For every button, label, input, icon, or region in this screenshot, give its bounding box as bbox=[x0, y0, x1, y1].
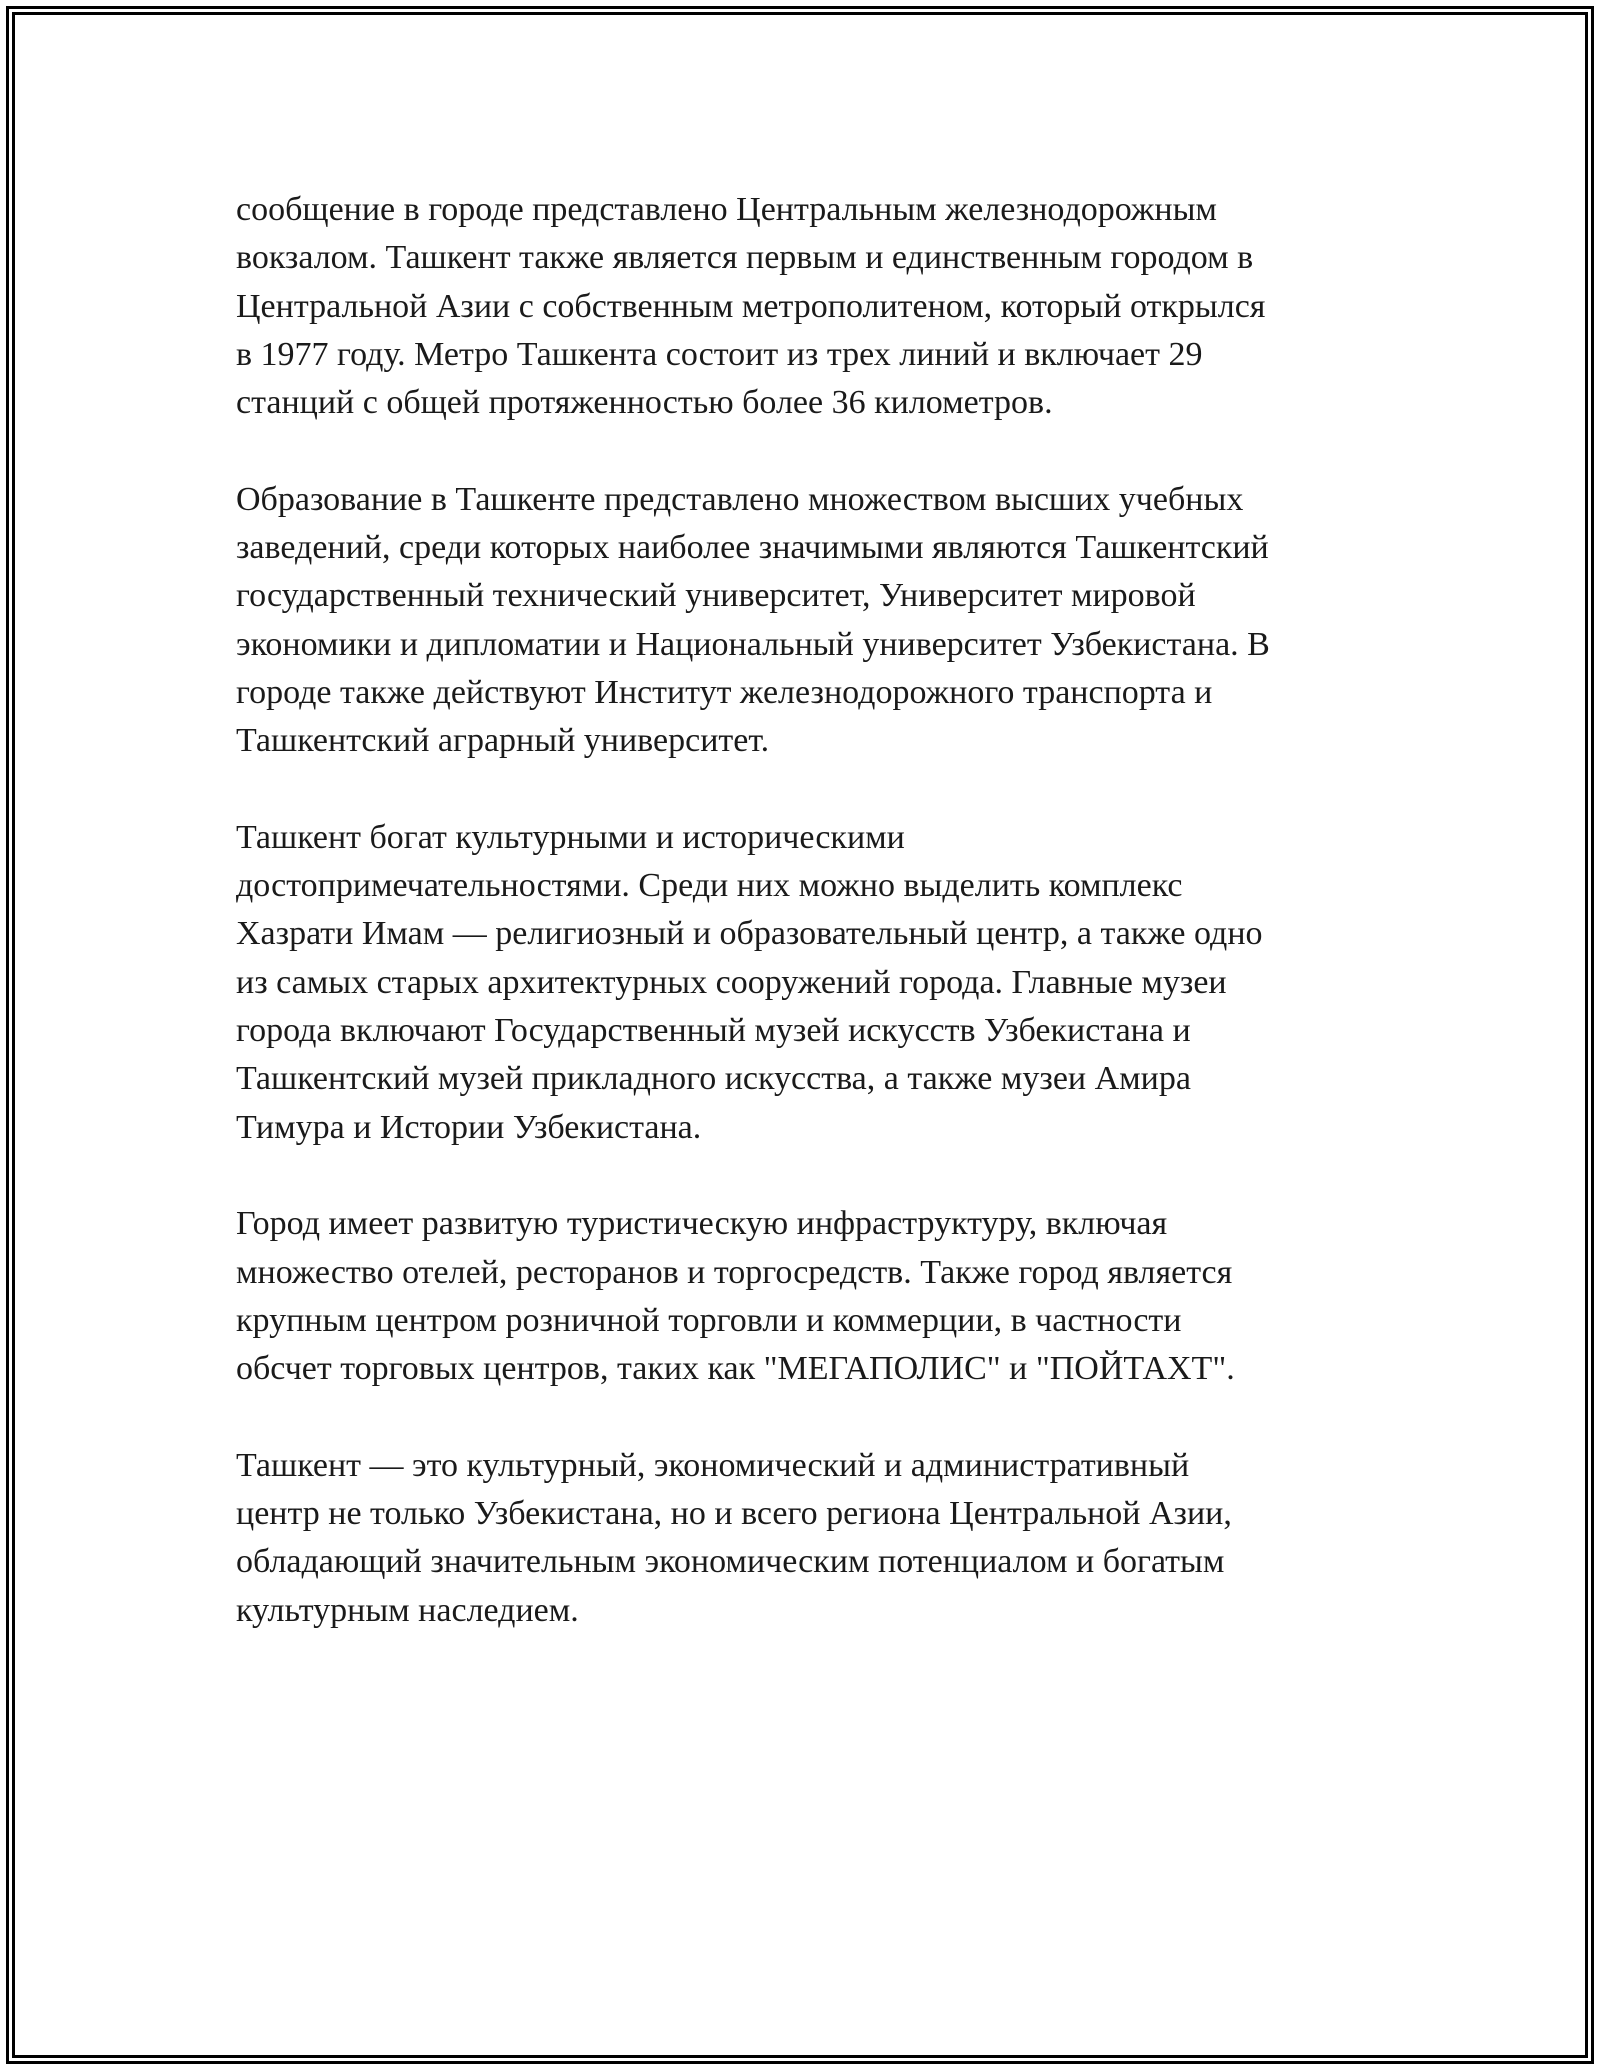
document-body bbox=[236, 186, 1376, 1683]
paragraph-culture: Ташкент богат культурными и историческими достопримечательностями. Среди них можно выделить комплекс Хазрати Имам — религиозный и образовательный центр, а также одно из самых старых архитектурных сооружений города. Главные музеи города включают Государственный музей искусств Узбекистана и Ташкентский музей прикладного искусства, а также музеи Амира Тимура и Истории Узбекистана. bbox=[236, 818, 1263, 1146]
paragraph-education: Образование в Ташкенте представлено множеством высших учебных заведений, среди которых наиболее значимыми являются Ташкентский государственный технический университет, Университет мировой экономики и дипломатии и Национальный университет Узбекистана. В городе также действуют Институт железнодорожного транспорта и Ташкентский аграрный университет. bbox=[236, 480, 1270, 760]
paragraph-transport: сообщение в городе представлено Центральным железнодорожным вокзалом. Ташкент также является первым и единственным городом в Центральной Азии с собственным метрополитеном, который открылся в 1977 году. Метро Ташкента состоит из трех линий и включает 29 станций с общей протяженностью более 36 километров. bbox=[236, 191, 1266, 422]
paragraph-conclusion: Ташкент — это культурный, экономический и административный центр не только Узбекистана, но и всего региона Центральной Азии, обладающий значительным экономическим потенциалом и богатым культурным наследием. bbox=[236, 1446, 1232, 1629]
paragraph-tourism: Город имеет развитую туристическую инфраструктуру, включая множество отелей, ресторанов и торгосредств. Также город является крупным центром розничной торговли и коммерции, в частности обсчет торговых центров, таких как "МЕГАПОЛИС" и "ПОЙТАХТ". bbox=[236, 1205, 1235, 1388]
